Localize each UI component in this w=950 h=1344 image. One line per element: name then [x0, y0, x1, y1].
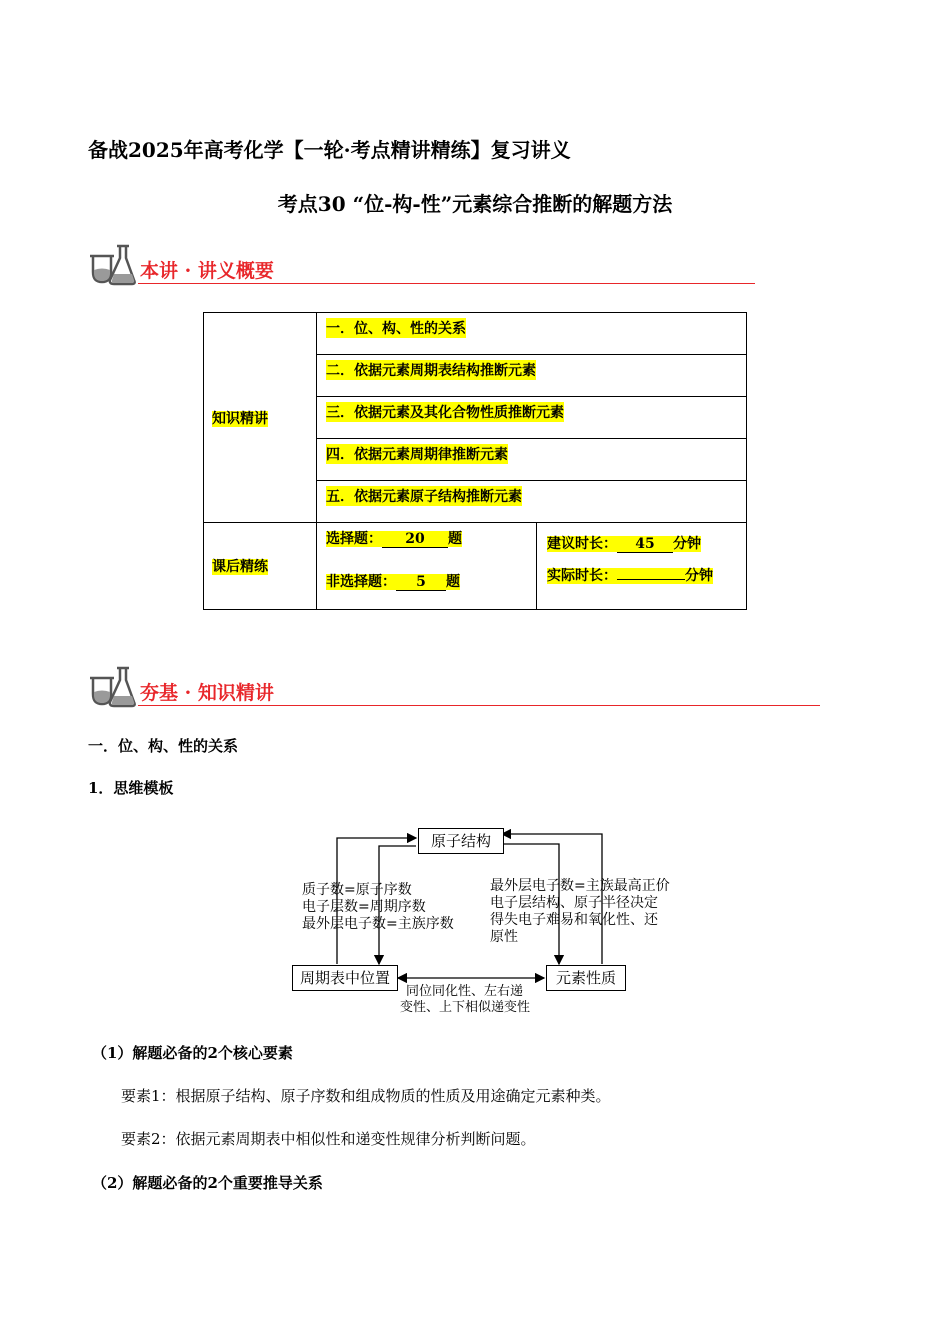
element-property-box: 元素性质: [546, 965, 626, 991]
knowledge-item: 一．位、构、性的关系: [317, 313, 747, 355]
overview-table: [203, 312, 747, 610]
document-subtitle: 考点30 “位-构-性”元素综合推断的解题方法: [277, 192, 673, 216]
section-header-knowledge: [88, 664, 828, 712]
section-header-overview: [88, 242, 758, 290]
section-title: 本讲 · 讲义概要: [140, 260, 274, 282]
knowledge-item: 三．依据元素及其化合物性质推断元素: [317, 397, 747, 439]
knowledge-row-header: 知识精讲: [204, 313, 317, 523]
question-counts: [317, 523, 537, 610]
flask-icon: [88, 664, 138, 708]
practice-row-header: 课后精练: [204, 523, 317, 610]
section-title: 夯基 · 知识精讲: [140, 682, 274, 704]
section-rule: [138, 283, 755, 284]
atomic-structure-box: 原子结构: [418, 828, 504, 854]
suggested-time: 建议时长： 45 分钟: [547, 536, 701, 552]
heading-relationship: 一．位、构、性的关系: [88, 737, 239, 755]
nonchoice-questions: 非选择题： 5 题: [326, 574, 460, 590]
periodic-position-box: 周期表中位置: [292, 965, 398, 991]
actual-time: 实际时长： 分钟: [547, 568, 713, 584]
left-notes: 质子数=原子序数 电子层数=周期序数 最外层电子数=主族序数: [302, 882, 454, 932]
heading-core-factors: （1）解题必备的2个核心要素: [92, 1044, 293, 1062]
right-notes: 最外层电子数=主族最高正价 电子层结构、原子半径决定 得失电子难易和氧化性、还 原性: [490, 878, 670, 945]
knowledge-item: 五．依据元素原子结构推断元素: [317, 481, 747, 523]
heading-thinking-template: 1．思维模板: [88, 779, 174, 797]
time-info: [537, 523, 747, 610]
bottom-notes: 同位同化性、左右递 变性、上下相似递变性: [400, 984, 531, 1015]
flask-icon: [88, 242, 138, 286]
document-title: 备战2025年高考化学【一轮·考点精讲精练】复习讲义: [88, 138, 571, 162]
choice-questions: 选择题： 20 题: [326, 531, 462, 547]
factor-2: 要素2：依据元素周期表中相似性和递变性规律分析判断问题。: [121, 1130, 536, 1148]
heading-derivation-relations: （2）解题必备的2个重要推导关系: [92, 1174, 323, 1192]
knowledge-item: 四．依据元素周期律推断元素: [317, 439, 747, 481]
section-rule: [138, 705, 820, 706]
factor-1: 要素1：根据原子结构、原子序数和组成物质的性质及用途确定元素种类。: [121, 1087, 611, 1105]
relationship-diagram: [292, 822, 702, 1022]
knowledge-item: 二．依据元素周期表结构推断元素: [317, 355, 747, 397]
